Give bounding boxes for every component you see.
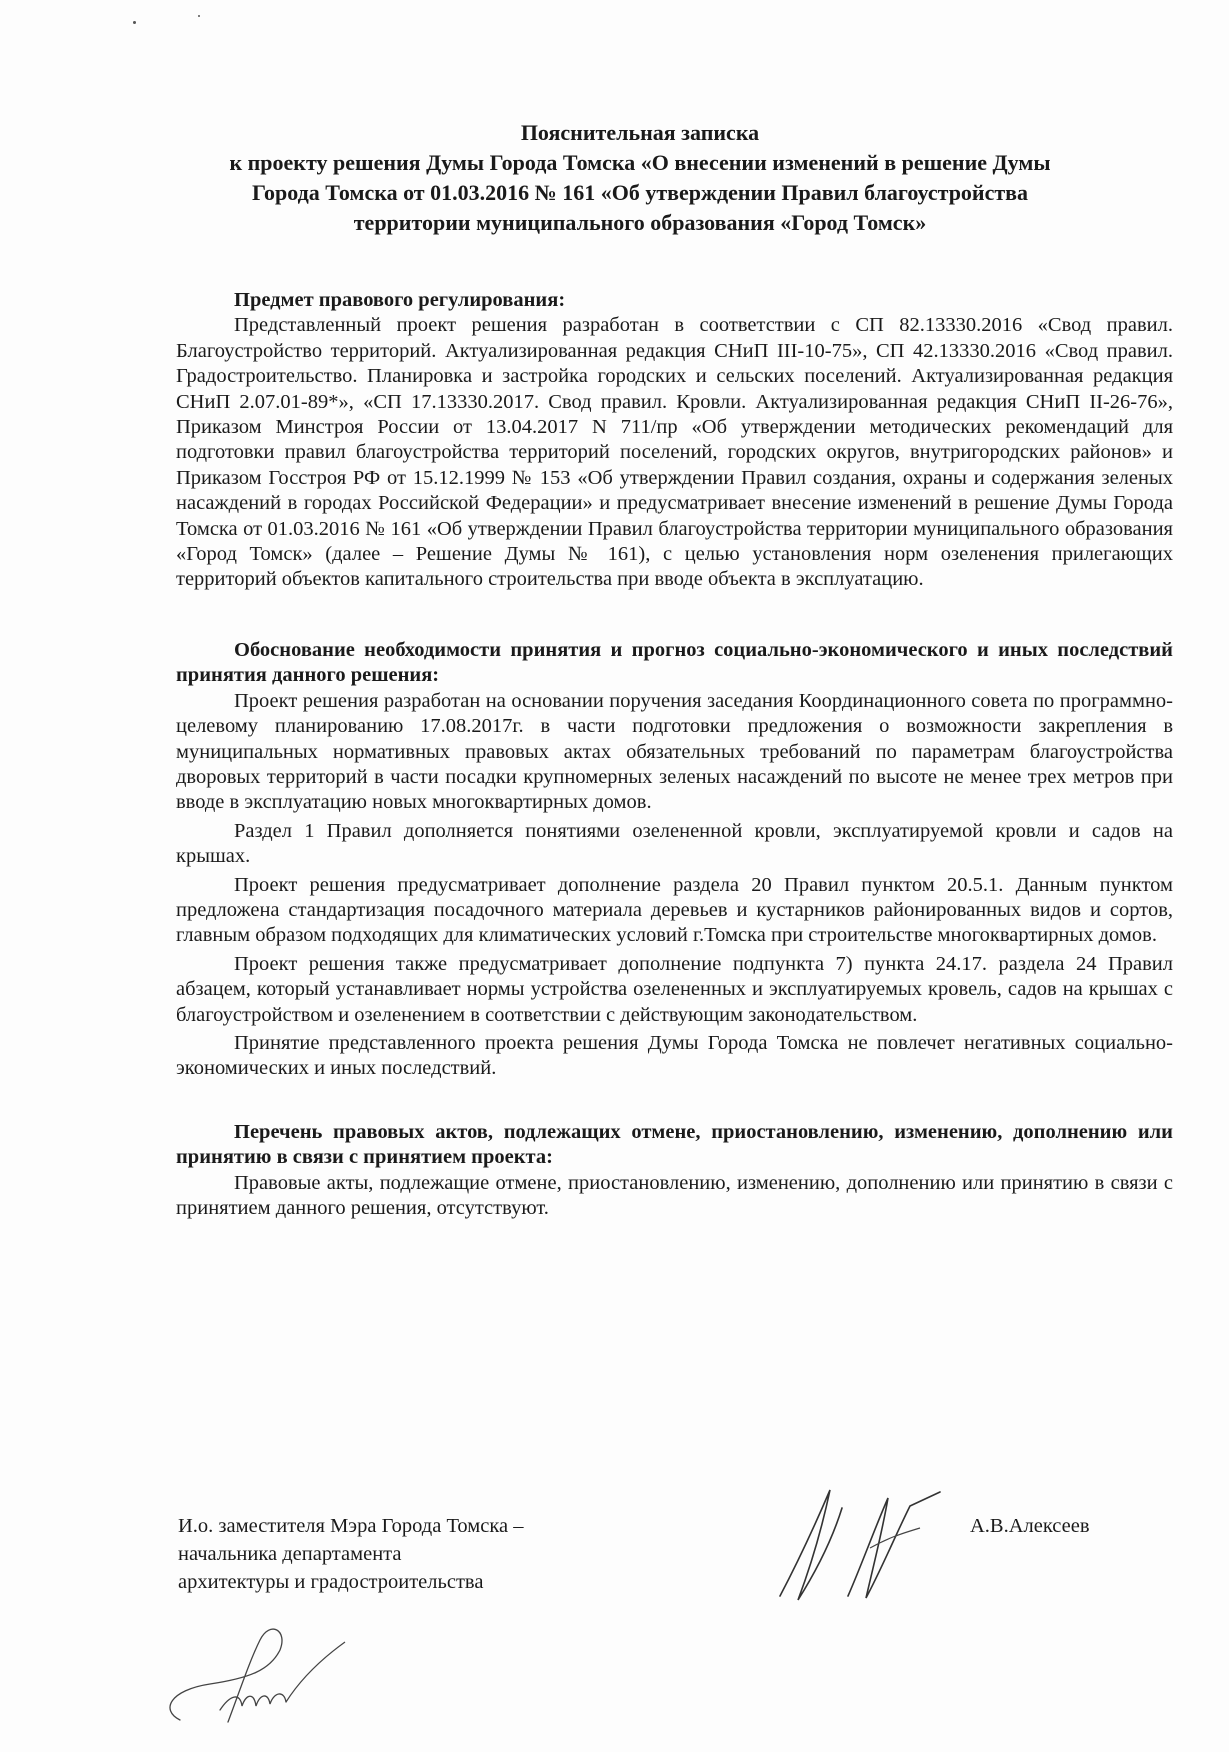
- paragraph: Проект решения предусматривает дополнение раздела 20 Правил пунктом 20.5.1. Данным пунктом предложена стандартизация посадочного материала деревьев и кустарников районированных видов и сортов, главным образом подходящих для климатических условий г.Томска при строительстве многоквартирных домов.: [176, 873, 1173, 947]
- section-heading-subject: Предмет правового регулирования:: [234, 289, 566, 311]
- paragraph: Представленный проект решения разработан в соответствии с СП 82.13330.2016 «Свод правил. Благоустройство территорий. Актуализированная редакция СНиП III-10-75», СП 42.13330.2016 «Свод правил. Градостроительство. Планировка и застройка городских и сельских поселений. Актуализированная редакция СНиП 2.07.01-89*», «СП 17.13330.2017. Свод правил. Кровли. Актуализированная редакция СНиП II-26-76», Приказом Минстроя России от 13.04.2017 N 711/пр «Об утверждении методических рекомендаций для подготовки правил благоустройства территорий поселений, городских округов, внутригородских районов» и Приказом Госстроя РФ от 15.12.1999 № 153 «Об утверждении Правил создания, охраны и содержания зеленых насаждений в городах Российской Федерации» и предусматривает внесение изменений в решение Думы Города Томска от 01.03.2016 № 161 «Об утверждении Правил благоустройства территории муниципального образования «Город Томск» (далее – Решение Думы № 161), с целью установления норм озеленения прилегающих территорий объектов капитального строительства при вводе объекта в эксплуатацию.: [176, 314, 1173, 591]
- paragraph: Правовые акты, подлежащие отмене, приостановлению, изменению, дополнению или принятию в связи с принятием данного решения, отсутствуют.: [176, 1171, 1173, 1219]
- section-heading-justification: Обоснование необходимости принятия и прогноз социально-экономического и иных последствий принятия данного решения:: [176, 638, 1173, 687]
- paragraph: Принятие представленного проекта решения Думы Города Томска не повлечет негативных социально-экономических и иных последствий.: [176, 1031, 1173, 1080]
- paragraph: Проект решения разработан на основании поручения заседания Координационного совета по программно-целевому планированию 17.08.2017г. в части подготовки предложения о возможности закрепления в муниципальных нормативных правовых актах обязательных требований по параметрам благоустройства дворовых территорий в части посадки крупномерных зеленых насаждений по высоте не менее трех метров при вводе в эксплуатацию новых многоквартирных домов.: [176, 689, 1173, 814]
- section-heading-legal-acts: Перечень правовых актов, подлежащих отмене, приостановлению, изменению, дополнению или принятию в связи с принятием проекта:: [176, 1120, 1173, 1169]
- paragraph: Проект решения также предусматривает дополнение подпункта 7) пункта 24.17. раздела 24 Правил абзацем, который устанавливает нормы устройства озелененных и эксплуатируемых кровель, садов на крышах с благоустройством и озеленением в соответствии с действующим законодательством.: [176, 952, 1173, 1026]
- position-line: начальника департамента: [178, 1543, 402, 1565]
- document-body: [176, 288, 1173, 1221]
- title-line: к проекту решения Думы Города Томска «О внесении изменений в решение Думы: [229, 150, 1051, 175]
- signatory-name: А.В.Алексеев: [970, 1515, 1090, 1537]
- paragraph: Раздел 1 Правил дополняется понятиями озелененной кровли, эксплуатируемой кровли и садов на крышах.: [176, 819, 1173, 868]
- title-line: Города Томска от 01.03.2016 № 161 «Об утверждении Правил благоустройства: [251, 180, 1029, 205]
- signatory-position: [178, 1512, 523, 1596]
- document-title: [150, 118, 1130, 238]
- position-line: архитектуры и градостроительства: [178, 1571, 484, 1593]
- approval-signature: [150, 1610, 370, 1735]
- title-line: Пояснительная записка: [520, 120, 760, 145]
- scan-speck: [133, 21, 136, 24]
- position-line: И.о. заместителя Мэра Города Томска –: [178, 1515, 524, 1537]
- title-line: территории муниципального образования «Город Томск»: [353, 210, 927, 235]
- scan-speck: [198, 15, 200, 17]
- handwritten-signature: [770, 1478, 1020, 1608]
